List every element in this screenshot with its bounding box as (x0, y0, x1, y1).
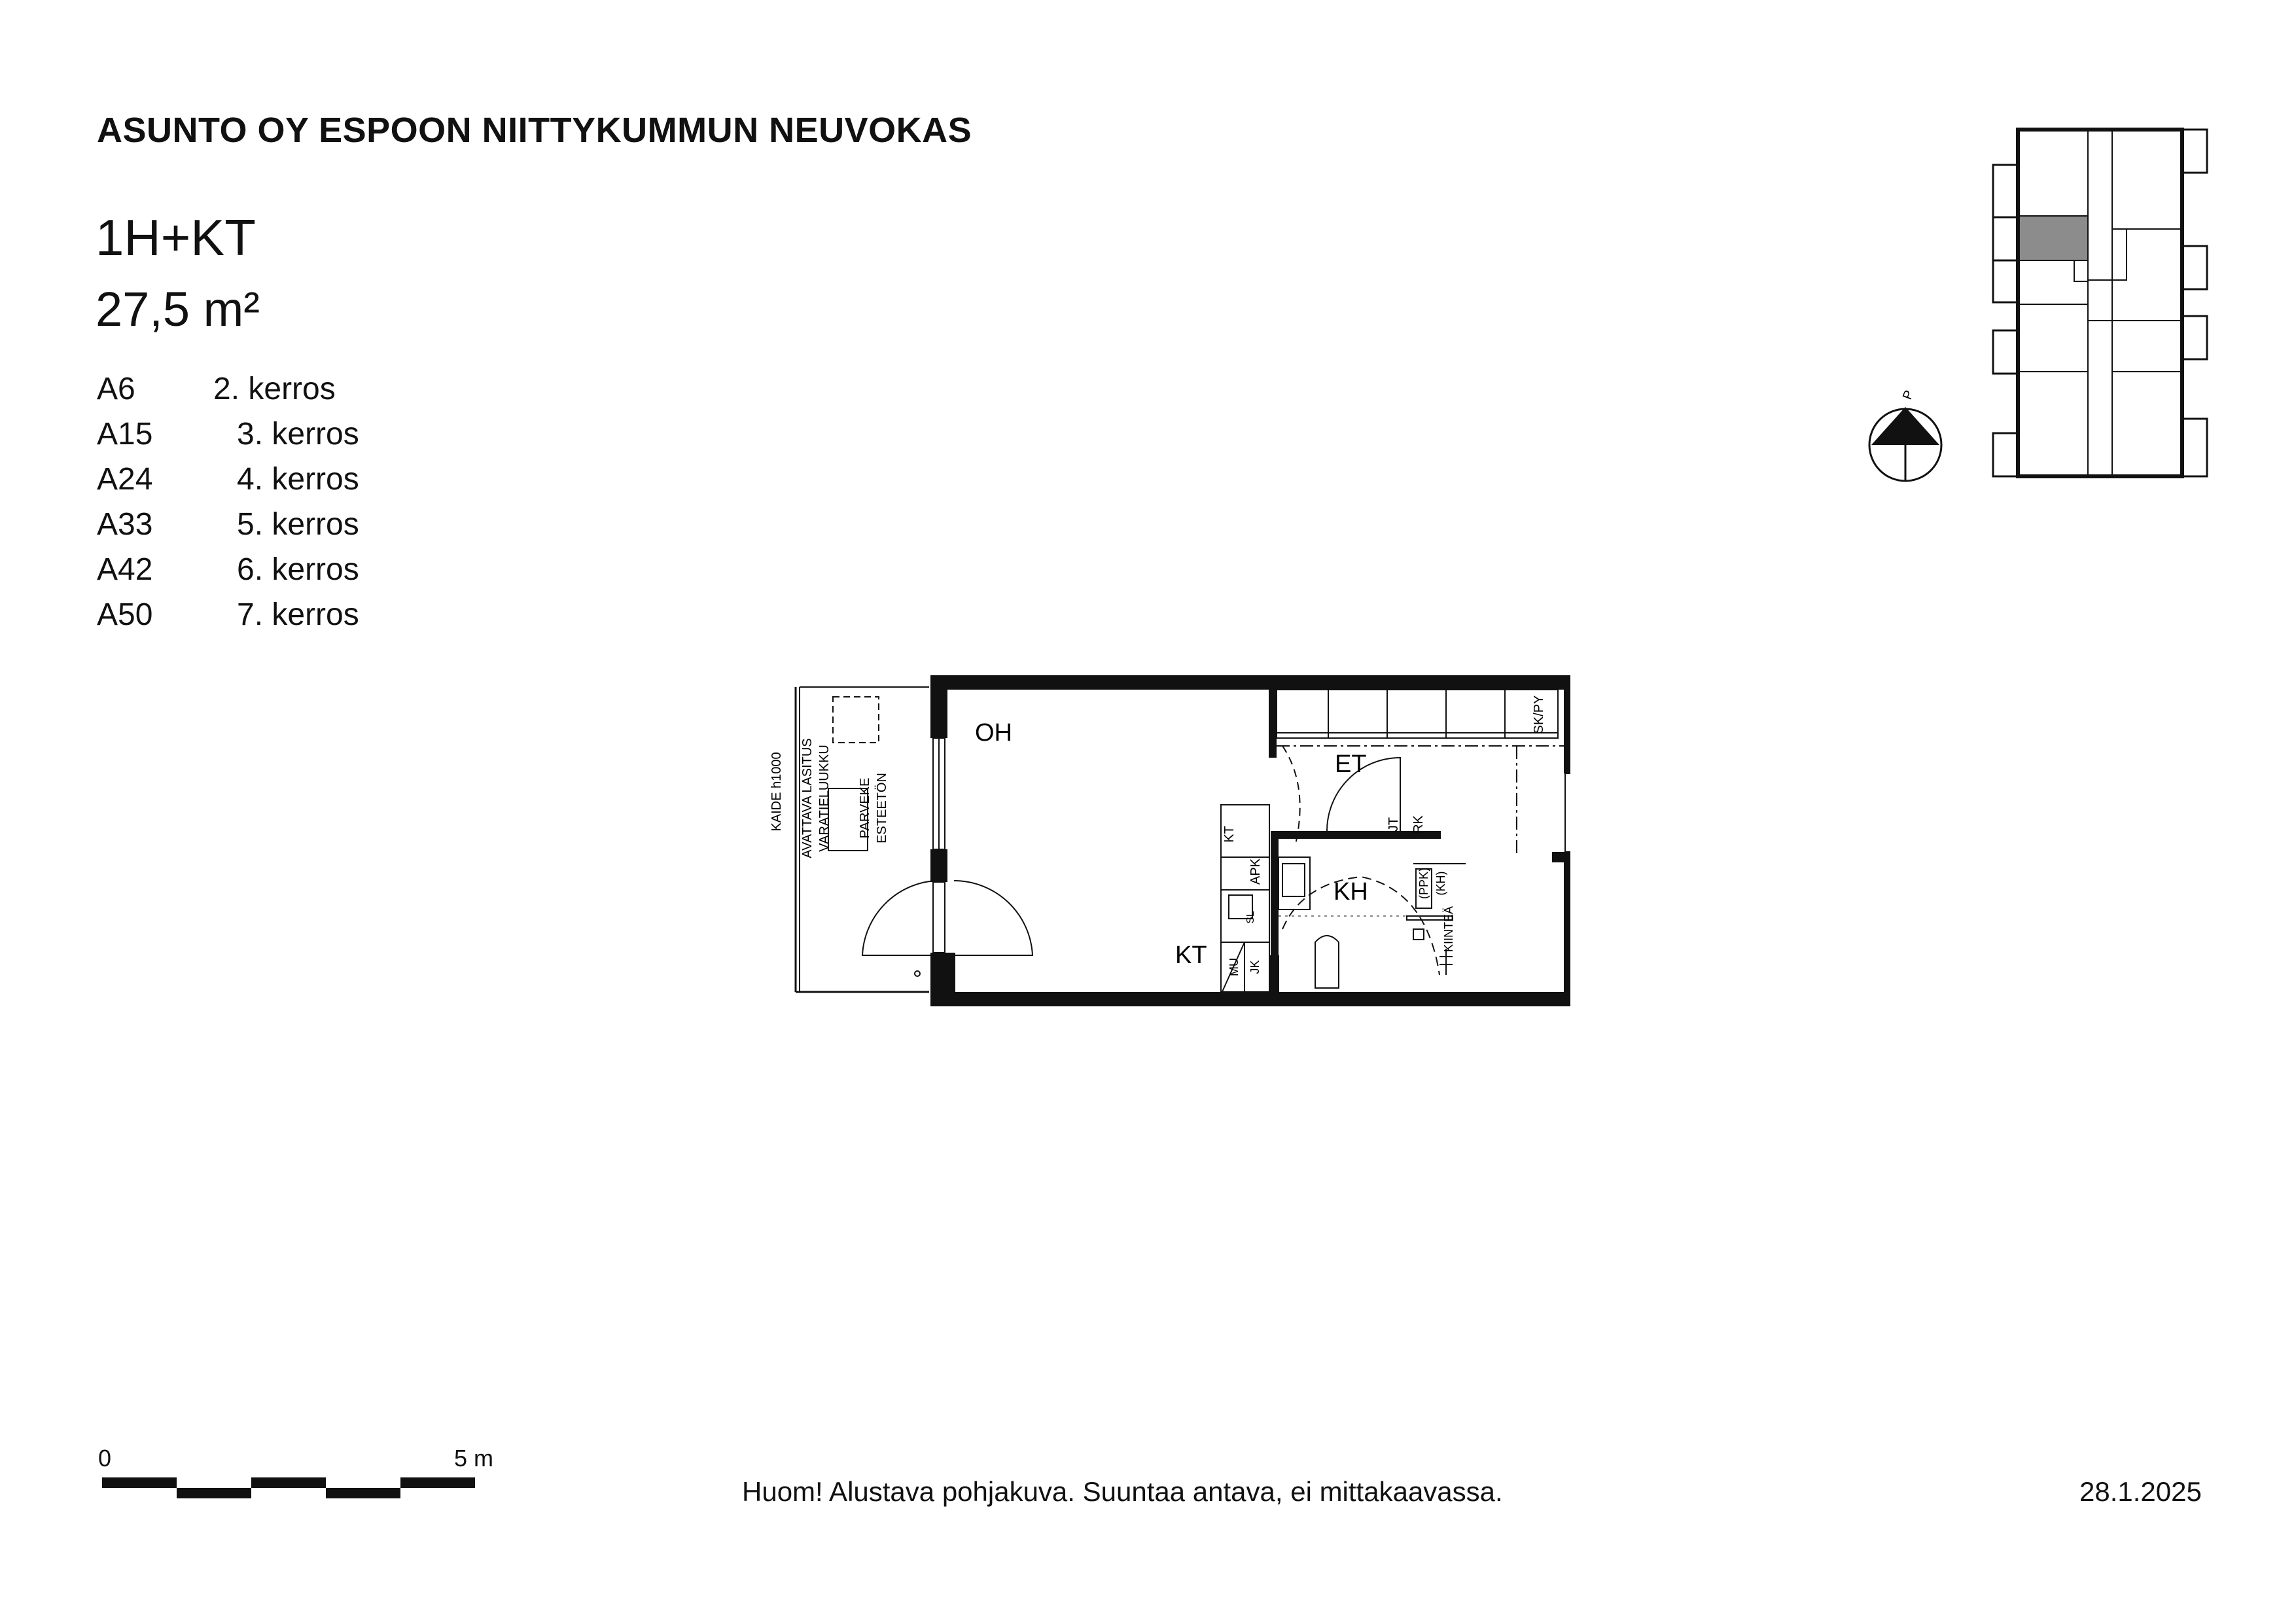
room-label-oh: OH (975, 719, 1012, 747)
key-plan (1989, 124, 2218, 491)
apk-label: APK (1248, 858, 1263, 885)
scale-segment (251, 1477, 326, 1488)
unit-floor-list (97, 366, 359, 637)
keyplan-balcony (1993, 433, 2018, 476)
kt-unit-label: KT (1222, 826, 1237, 843)
wall (1269, 955, 1279, 995)
rk-label: RK (1411, 815, 1426, 834)
north-compass-icon (1865, 386, 1950, 491)
compass-label: P (1900, 388, 1917, 402)
unit-floor: 7. kerros (237, 597, 359, 632)
document-date: 28.1.2025 (2079, 1476, 2202, 1507)
wall (1564, 675, 1570, 773)
keyplan-balcony (1993, 260, 2018, 302)
balcony-door-swing (862, 881, 936, 955)
unit-code: A6 (97, 372, 135, 406)
varatieluukku-label: VARATIELUUKKU (817, 745, 832, 852)
keyplan-building (2018, 130, 2182, 476)
apartment-type: 1H+KT (96, 209, 256, 266)
unit-code: A15 (97, 417, 153, 451)
wardrobe-box (1277, 690, 1558, 738)
keyplan-balcony (1993, 330, 2018, 374)
wall (930, 675, 1570, 690)
scale-segment (102, 1477, 177, 1488)
washbasin-icon (1282, 864, 1305, 896)
wall (1269, 690, 1277, 758)
unit-floor: 5. kerros (237, 507, 359, 542)
sl-label: SL (1245, 911, 1256, 924)
scale-bar (102, 1477, 476, 1501)
wall (1552, 852, 1570, 862)
unit-row (97, 412, 359, 457)
unit-floor: 4. kerros (237, 462, 359, 497)
keyplan-balcony (2182, 419, 2207, 476)
jk-label: JK (1248, 960, 1262, 974)
scale-segment (326, 1488, 400, 1498)
unit-row (97, 502, 359, 547)
scale-segment (177, 1488, 251, 1498)
esteeton-label: ESTEETÖN (875, 773, 889, 843)
lasitus-label: AVATTAVA LASITUS (800, 738, 815, 858)
mu-label: MU (1227, 958, 1241, 976)
unit-code: A42 (97, 552, 153, 587)
compass-arrow (1871, 407, 1939, 445)
kh-small-label: (KH) (1434, 871, 1447, 896)
entry-door-frame (1565, 773, 1570, 852)
room-label-kt: KT (1175, 942, 1207, 969)
unit-row (97, 366, 359, 412)
parveke-label: PARVEKE (858, 777, 872, 839)
unit-row (97, 457, 359, 502)
ppk-label: (PPK) (1417, 867, 1430, 900)
wardrobe (1277, 690, 1558, 738)
wall (930, 992, 1570, 1006)
keyplan-balcony (2182, 246, 2207, 289)
unit-row (97, 547, 359, 592)
scale-end-label: 5 m (454, 1445, 494, 1472)
kaide-label: KAIDE h1000 (769, 752, 784, 832)
skpy-label: SK/PY (1532, 695, 1546, 734)
keyplan-highlight (2020, 216, 2088, 260)
project-title: ASUNTO OY ESPOON NIITTYKUMMUN NEUVOKAS (97, 111, 972, 150)
unit-code: A24 (97, 462, 153, 497)
unit-floor: 3. kerros (237, 417, 359, 451)
dashed-arc (1282, 746, 1300, 844)
door-frame (933, 882, 945, 953)
disclaimer-note: Huom! Alustava pohjakuva. Suuntaa antava, ei mittakaavassa. (742, 1476, 1503, 1507)
apartment-area: 27,5 m² (96, 282, 260, 336)
walls (930, 675, 1570, 1006)
balcony-door-swing (954, 881, 1033, 955)
drain-icon (1413, 929, 1424, 940)
window (933, 738, 945, 953)
unit-floor: 6. kerros (237, 552, 359, 587)
unit-code: A33 (97, 507, 153, 542)
wall (930, 849, 947, 882)
room-label-kh: KH (1333, 878, 1368, 906)
keyplan-balcony (1993, 217, 2018, 260)
keyplan-balcony (2182, 130, 2207, 173)
scale-start-label: 0 (98, 1445, 112, 1472)
keyplan-balcony (2182, 316, 2207, 359)
scale-segment (400, 1477, 475, 1488)
floor-plan (746, 667, 1570, 1014)
wall (1564, 852, 1570, 1006)
toilet-icon (1315, 936, 1339, 988)
unit-code: A50 (97, 597, 153, 632)
drain-icon (915, 971, 920, 976)
room-label-et: ET (1335, 750, 1367, 778)
kiintea-label: KIINTEÄ (1442, 906, 1455, 953)
hatch-dashed (833, 697, 879, 743)
unit-floor: 2. kerros (213, 372, 336, 406)
keyplan-balcony (1993, 165, 2018, 217)
unit-row (97, 592, 359, 637)
jt-label: JT (1386, 817, 1401, 832)
